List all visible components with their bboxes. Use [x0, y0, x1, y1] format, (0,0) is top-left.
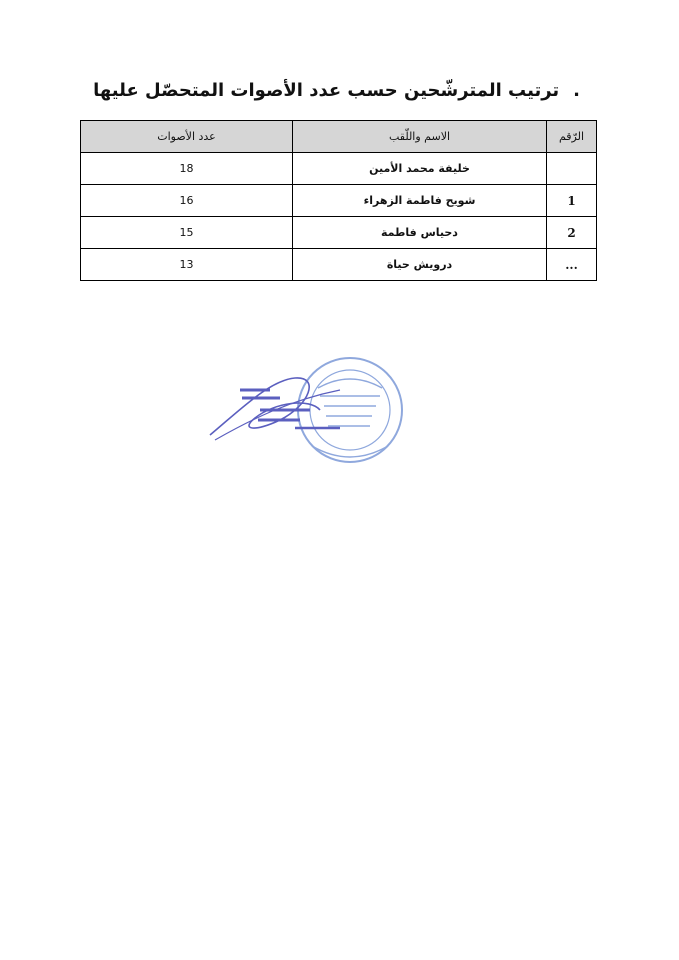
stamp-and-signature	[200, 350, 420, 480]
row-votes: 13	[81, 249, 293, 281]
row-votes: 15	[81, 217, 293, 249]
results-table	[80, 120, 597, 281]
official-seal-graphic	[200, 350, 420, 480]
header-rank: الرّقم	[547, 121, 597, 153]
bullet-marker: .	[573, 80, 580, 101]
table-row	[81, 217, 597, 249]
row-rank: ...	[547, 249, 597, 281]
table-row	[81, 249, 597, 281]
header-name: الاسم واللّقب	[293, 121, 547, 153]
header-votes: عدد الأصوات	[81, 121, 293, 153]
row-votes: 16	[81, 185, 293, 217]
page-title	[93, 80, 580, 101]
seal-icon	[298, 358, 402, 462]
row-name: خليفة محمد الأمين	[293, 153, 547, 185]
title-text: ترتيب المترشّحين حسب عدد الأصوات المتحصّل عليها	[93, 80, 560, 101]
row-name: شويح فاطمة الزهراء	[293, 185, 547, 217]
row-rank: 1	[547, 185, 597, 217]
row-rank: 2	[547, 217, 597, 249]
row-rank	[547, 153, 597, 185]
row-name: دحياس فاطمة	[293, 217, 547, 249]
table-row	[81, 185, 597, 217]
row-name: درويش حياة	[293, 249, 547, 281]
table-header-row	[81, 121, 597, 153]
row-votes: 18	[81, 153, 293, 185]
table-row	[81, 153, 597, 185]
